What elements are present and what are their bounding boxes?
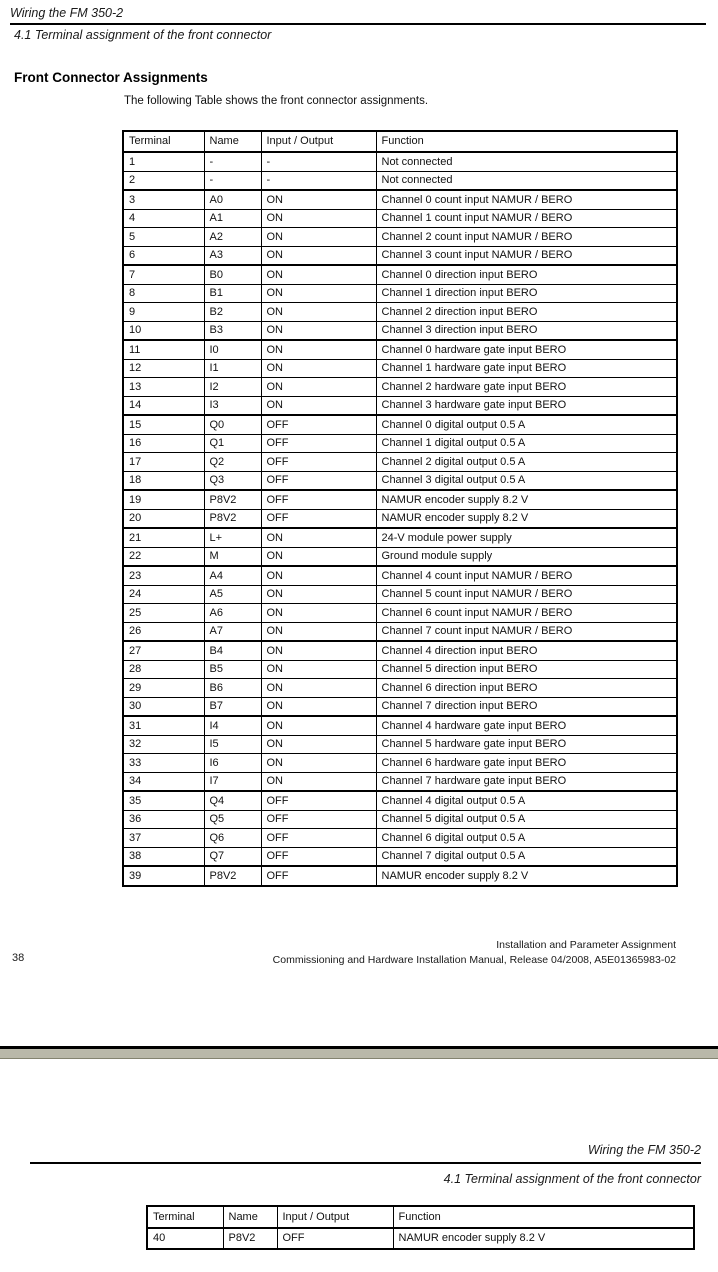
table-cell: Channel 3 direction input BERO: [376, 321, 677, 340]
table-row: [123, 415, 677, 434]
table-row: [123, 321, 677, 340]
table-cell: ON: [261, 716, 376, 735]
table-cell: Ground module supply: [376, 547, 677, 566]
table-cell: OFF: [261, 490, 376, 509]
table-cell: Q3: [204, 471, 261, 490]
table-cell: OFF: [277, 1228, 393, 1250]
table-cell: 15: [123, 415, 204, 434]
table-row: [123, 490, 677, 509]
table-cell: A7: [204, 622, 261, 641]
table-cell: 40: [147, 1228, 223, 1250]
table-cell: 1: [123, 152, 204, 171]
page-break-separator: [0, 1046, 718, 1059]
table-cell: Not connected: [376, 152, 677, 171]
table-cell: OFF: [261, 829, 376, 848]
table-cell: 28: [123, 660, 204, 679]
table-cell: Channel 3 hardware gate input BERO: [376, 396, 677, 415]
table-cell: 34: [123, 772, 204, 791]
page2-header-rule: [30, 1162, 701, 1164]
table-cell: A3: [204, 246, 261, 265]
table-cell: 33: [123, 754, 204, 773]
table-cell: ON: [261, 228, 376, 247]
table-row: [123, 754, 677, 773]
table-row: [123, 453, 677, 472]
table-cell: ON: [261, 754, 376, 773]
table-row: [123, 396, 677, 415]
table-cell: Channel 0 direction input BERO: [376, 265, 677, 284]
table-cell: 8: [123, 284, 204, 303]
table-cell: 5: [123, 228, 204, 247]
table-cell: P8V2: [223, 1228, 277, 1250]
column-header: Terminal: [147, 1206, 223, 1228]
terminal-assignment-table-page1: [122, 130, 678, 887]
table-cell: 12: [123, 359, 204, 378]
table-cell: ON: [261, 660, 376, 679]
table-row: [123, 810, 677, 829]
table-cell: Channel 6 count input NAMUR / BERO: [376, 604, 677, 623]
table-cell: Channel 1 direction input BERO: [376, 284, 677, 303]
table-cell: ON: [261, 359, 376, 378]
table-cell: 29: [123, 679, 204, 698]
table-cell: I2: [204, 378, 261, 397]
table-cell: ON: [261, 284, 376, 303]
table-cell: 25: [123, 604, 204, 623]
table-row: [123, 359, 677, 378]
table-cell: OFF: [261, 866, 376, 886]
table-cell: A1: [204, 209, 261, 228]
table-cell: ON: [261, 679, 376, 698]
table-cell: B5: [204, 660, 261, 679]
table-cell: Channel 5 hardware gate input BERO: [376, 735, 677, 754]
terminal-assignment-table-page2: [146, 1205, 695, 1250]
table-cell: OFF: [261, 509, 376, 528]
table-cell: 14: [123, 396, 204, 415]
table-cell: ON: [261, 321, 376, 340]
table-row: [123, 528, 677, 547]
table-cell: Channel 5 direction input BERO: [376, 660, 677, 679]
table-cell: 3: [123, 190, 204, 209]
table-cell: 11: [123, 340, 204, 359]
table-cell: -: [204, 152, 261, 171]
table-row: [123, 716, 677, 735]
table-cell: ON: [261, 303, 376, 322]
table-cell: Channel 1 hardware gate input BERO: [376, 359, 677, 378]
table-cell: Q2: [204, 453, 261, 472]
table-cell: ON: [261, 209, 376, 228]
table-cell: Channel 5 digital output 0.5 A: [376, 810, 677, 829]
table-cell: B6: [204, 679, 261, 698]
table-cell: Channel 4 hardware gate input BERO: [376, 716, 677, 735]
table-cell: ON: [261, 265, 376, 284]
table-cell: ON: [261, 622, 376, 641]
table-row: [123, 847, 677, 866]
table-cell: I4: [204, 716, 261, 735]
table-row: [123, 660, 677, 679]
footer-line1: Installation and Parameter Assignment: [496, 939, 676, 951]
table-cell: 9: [123, 303, 204, 322]
table-cell: 35: [123, 791, 204, 810]
table-row: [123, 171, 677, 190]
table-cell: 36: [123, 810, 204, 829]
table-row: [123, 697, 677, 716]
table-cell: Channel 7 direction input BERO: [376, 697, 677, 716]
table-cell: P8V2: [204, 509, 261, 528]
footer-line2: Commissioning and Hardware Installation Manual, Release 04/2008, A5E01365983-02: [272, 954, 676, 966]
column-header: Terminal: [123, 131, 204, 152]
table-row: [123, 152, 677, 171]
table-cell: A5: [204, 585, 261, 604]
table-cell: 22: [123, 547, 204, 566]
table-cell: B1: [204, 284, 261, 303]
table-row: [123, 791, 677, 810]
table-cell: B3: [204, 321, 261, 340]
table-cell: I1: [204, 359, 261, 378]
table-cell: Q4: [204, 791, 261, 810]
table-cell: OFF: [261, 847, 376, 866]
table-cell: Channel 1 digital output 0.5 A: [376, 434, 677, 453]
table-row: [123, 378, 677, 397]
table-row: [123, 585, 677, 604]
page1-section-breadcrumb: 4.1 Terminal assignment of the front connector: [14, 28, 272, 42]
table-cell: -: [261, 152, 376, 171]
table-row: [123, 471, 677, 490]
table-cell: Q7: [204, 847, 261, 866]
table-cell: Channel 2 digital output 0.5 A: [376, 453, 677, 472]
table-cell: Channel 6 hardware gate input BERO: [376, 754, 677, 773]
table-cell: B2: [204, 303, 261, 322]
table-cell: Channel 7 digital output 0.5 A: [376, 847, 677, 866]
table-cell: OFF: [261, 453, 376, 472]
table-row: [123, 509, 677, 528]
table-cell: Channel 6 digital output 0.5 A: [376, 829, 677, 848]
table-row: [123, 679, 677, 698]
table-cell: Q6: [204, 829, 261, 848]
column-header: Name: [204, 131, 261, 152]
table-cell: -: [204, 171, 261, 190]
page1-header-rule: [10, 23, 706, 25]
table-cell: L+: [204, 528, 261, 547]
column-header: Input / Output: [277, 1206, 393, 1228]
table-cell: 38: [123, 847, 204, 866]
table-cell: ON: [261, 340, 376, 359]
column-header: Function: [393, 1206, 694, 1228]
table-cell: 30: [123, 697, 204, 716]
table-row: [123, 641, 677, 660]
table-cell: ON: [261, 246, 376, 265]
table-cell: Channel 2 count input NAMUR / BERO: [376, 228, 677, 247]
table-cell: Channel 3 digital output 0.5 A: [376, 471, 677, 490]
table-row: [123, 303, 677, 322]
table-row: [123, 228, 677, 247]
table-cell: 27: [123, 641, 204, 660]
table-cell: ON: [261, 697, 376, 716]
table-cell: Channel 5 count input NAMUR / BERO: [376, 585, 677, 604]
table-cell: 37: [123, 829, 204, 848]
table-cell: I6: [204, 754, 261, 773]
table-row: [123, 190, 677, 209]
page-number: 38: [12, 952, 25, 964]
table-cell: 19: [123, 490, 204, 509]
table-cell: P8V2: [204, 490, 261, 509]
table-row: [123, 284, 677, 303]
table-cell: B7: [204, 697, 261, 716]
table-cell: -: [261, 171, 376, 190]
table-cell: Channel 0 digital output 0.5 A: [376, 415, 677, 434]
table-cell: ON: [261, 585, 376, 604]
table-cell: 18: [123, 471, 204, 490]
table-cell: 17: [123, 453, 204, 472]
table-row: [123, 566, 677, 585]
table-cell: ON: [261, 528, 376, 547]
table-cell: 32: [123, 735, 204, 754]
table-row: [123, 604, 677, 623]
table-cell: OFF: [261, 791, 376, 810]
page2-chapter-title: Wiring the FM 350-2: [587, 1143, 701, 1157]
table-cell: B0: [204, 265, 261, 284]
table-row: [123, 772, 677, 791]
table-cell: 21: [123, 528, 204, 547]
table-cell: B4: [204, 641, 261, 660]
table-cell: NAMUR encoder supply 8.2 V: [376, 866, 677, 886]
column-header: Input / Output: [261, 131, 376, 152]
table-row: [123, 265, 677, 284]
page1-footer: [273, 938, 676, 968]
table-row: [123, 340, 677, 359]
table-cell: Channel 4 count input NAMUR / BERO: [376, 566, 677, 585]
table-cell: 2: [123, 171, 204, 190]
table-cell: NAMUR encoder supply 8.2 V: [393, 1228, 694, 1250]
page2-section-breadcrumb: 4.1 Terminal assignment of the front connector: [443, 1172, 701, 1186]
table-row: [123, 735, 677, 754]
table-cell: Channel 2 hardware gate input BERO: [376, 378, 677, 397]
table-cell: A6: [204, 604, 261, 623]
table-cell: Channel 2 direction input BERO: [376, 303, 677, 322]
table-cell: Channel 3 count input NAMUR / BERO: [376, 246, 677, 265]
table-cell: A4: [204, 566, 261, 585]
table-cell: ON: [261, 547, 376, 566]
table-cell: A2: [204, 228, 261, 247]
table-cell: I0: [204, 340, 261, 359]
table-cell: NAMUR encoder supply 8.2 V: [376, 490, 677, 509]
column-header: Function: [376, 131, 677, 152]
table-cell: 24: [123, 585, 204, 604]
table-cell: Q0: [204, 415, 261, 434]
table-cell: I5: [204, 735, 261, 754]
table-cell: Channel 1 count input NAMUR / BERO: [376, 209, 677, 228]
table-cell: ON: [261, 772, 376, 791]
table-cell: Channel 4 direction input BERO: [376, 641, 677, 660]
table-row: [147, 1228, 694, 1250]
table-header-row: [123, 131, 677, 152]
table-cell: 4: [123, 209, 204, 228]
table-cell: 16: [123, 434, 204, 453]
table-cell: 7: [123, 265, 204, 284]
table-cell: I7: [204, 772, 261, 791]
table-cell: 24-V module power supply: [376, 528, 677, 547]
table-cell: NAMUR encoder supply 8.2 V: [376, 509, 677, 528]
table-row: [123, 209, 677, 228]
table-cell: 20: [123, 509, 204, 528]
table-cell: I3: [204, 396, 261, 415]
table-cell: 23: [123, 566, 204, 585]
table-cell: ON: [261, 378, 376, 397]
table-cell: 13: [123, 378, 204, 397]
table-cell: ON: [261, 735, 376, 754]
section-heading: Front Connector Assignments: [14, 70, 208, 85]
table-cell: Channel 7 hardware gate input BERO: [376, 772, 677, 791]
table-cell: 31: [123, 716, 204, 735]
table-row: [123, 622, 677, 641]
intro-paragraph: The following Table shows the front connector assignments.: [124, 95, 429, 107]
table-cell: 26: [123, 622, 204, 641]
table-row: [123, 547, 677, 566]
column-header: Name: [223, 1206, 277, 1228]
table-row: [123, 829, 677, 848]
table-cell: 10: [123, 321, 204, 340]
table-cell: P8V2: [204, 866, 261, 886]
table-cell: ON: [261, 396, 376, 415]
table-cell: Channel 6 direction input BERO: [376, 679, 677, 698]
table-cell: Q5: [204, 810, 261, 829]
table-cell: Q1: [204, 434, 261, 453]
table-cell: A0: [204, 190, 261, 209]
table-cell: 39: [123, 866, 204, 886]
table-cell: OFF: [261, 415, 376, 434]
table-cell: 6: [123, 246, 204, 265]
table-row: [123, 246, 677, 265]
table-header-row: [147, 1206, 694, 1228]
table-cell: OFF: [261, 434, 376, 453]
table-cell: ON: [261, 604, 376, 623]
table-cell: Channel 0 count input NAMUR / BERO: [376, 190, 677, 209]
page1-chapter-title: Wiring the FM 350-2: [10, 6, 124, 20]
table-cell: OFF: [261, 471, 376, 490]
table-row: [123, 434, 677, 453]
table-cell: Channel 7 count input NAMUR / BERO: [376, 622, 677, 641]
table-cell: Channel 4 digital output 0.5 A: [376, 791, 677, 810]
table-cell: Channel 0 hardware gate input BERO: [376, 340, 677, 359]
table-cell: OFF: [261, 810, 376, 829]
table-cell: ON: [261, 566, 376, 585]
table-cell: Not connected: [376, 171, 677, 190]
table-cell: ON: [261, 641, 376, 660]
table-row: [123, 866, 677, 886]
table-cell: M: [204, 547, 261, 566]
table-cell: ON: [261, 190, 376, 209]
